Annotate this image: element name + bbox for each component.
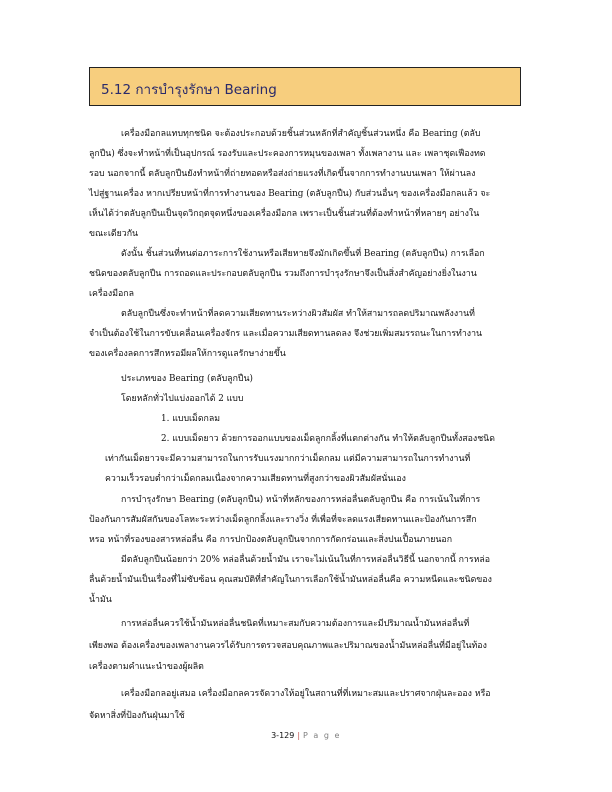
paragraph-line: ลื่นด้วยน้ำมันเป็นเรื่องที่ไม่ซับซ้อน คุณสมบัติที่สำคัญในการเลือกใช้น้ำมันหล่อลื่นคือ ความหนืดและชนิดของ (89, 575, 492, 585)
page-footer (0, 731, 612, 740)
paragraph-line: ขณะเดียวกัน (89, 229, 139, 239)
paragraph-line: เครื่องตามคำแนะนำของผู้ผลิต (89, 662, 204, 672)
paragraph-line: เครื่องมือกล (89, 289, 134, 299)
paragraph-line: ชนิดของตลับลูกปืน การถอดและประกอบตลับลูกปืน รวมถึงการบำรุงรักษาจึงเป็นสิ่งสำคัญอย่างยิ่งในงาน (89, 269, 477, 279)
paragraph-line: จัดหาสิ่งที่ป้องกันฝุ่นมาใช้ (89, 711, 185, 721)
paragraph-line: รอบ นอกจากนี้ ตลับลูกปืนยังทำหน้าที่ถ่ายทอดหรือส่งถ่ายแรงที่เกิดขึ้นจากการทำงานบนเพลา ให้ผ่านลง (89, 169, 476, 179)
paragraph-line: การบำรุงรักษา Bearing (ตลับลูกปืน) หน้าที่หลักของการหล่อลื่นตลับลูกปืน คือ การเน้นในที่การ (121, 495, 481, 505)
paragraph-line: โดยหลักทั่วไปแบ่งออกได้ 2 แบบ (121, 394, 244, 404)
paragraph-line: จำเป็นต้องใช้ในการขับเคลื่อนเครื่องจักร และเมื่อความเสียดทานลดลง จึงช่วยเพิ่มสมรรถนะในการทำงาน (89, 329, 483, 339)
list-item: 2. แบบเม็ดยาว ด้วยการออกแบบของเม็ดลูกกลิ้งที่แตกต่างกัน ทำให้ตลับลูกปืนทั้งสองชนิด (161, 434, 495, 444)
paragraph-line: การหล่อลื่นควรใช้น้ำมันหล่อลื่นชนิดที่เหมาะสมกับความต้องการและมีปริมาณน้ำมันหล่อลื่นที่ (121, 619, 470, 629)
section-header-box (89, 67, 521, 106)
subheading: ประเภทของ Bearing (ตลับลูกปืน) (121, 374, 253, 384)
paragraph-line: เห็นได้ว่าตลับลูกปืนเป็นจุดวิกฤตจุดหนึ่งของเครื่องมือกล เพราะเป็นชิ้นส่วนที่ต้องทำหน้าที่หลายๆ อย่างใน (89, 209, 480, 219)
footer-separator: | (297, 731, 301, 740)
paragraph-line: เพียงพอ ต้องเครื่องของเพลางานควรได้รับการตรวจสอบคุณภาพและปริมาณของน้ำมันหล่อลื่นที่มีอยู่ในท้อง (89, 641, 487, 651)
paragraph-line: ของเครื่องลดการสึกหรอมีผลให้การดูแลรักษาง่ายขึ้น (89, 349, 286, 359)
paragraph-line: เครื่องมือกลอยู่เสมอ เครื่องมือกลควรจัดวางให้อยู่ในสถานที่ที่เหมาะสมและปราศจากฝุ่นละออง หรือ (121, 689, 491, 699)
paragraph-line: หรอ หน้าที่รองของสารหล่อลื่น คือ การปกป้องตลับลูกปืนจากการกัดกร่อนและสิ่งปนเปื้อนภายนอก (89, 535, 453, 545)
paragraph-line: ป้องกันการสัมผัสกันของโลหะระหว่างเม็ดลูกกลิ้งและรางวิ่ง ที่เพื่อที่จะลดแรงเสียดทานและป้องกันการสึก (89, 515, 477, 525)
paragraph-line: เท่ากันเม็ดยาวจะมีความสามารถในการรับแรงมากกว่าเม็ดกลม แต่มีความสามารถในการทำงานที่ (105, 454, 471, 464)
page-number: 3-129 (271, 731, 295, 740)
paragraph-line: ลูกปืน) ซึ่งจะทำหน้าที่เป็นอุปกรณ์ รองรับและประคองการหมุนของเพลา ทั้งเพลางาน และ เพลาชุดเฟืองทด (89, 149, 486, 159)
paragraph-line: น้ำมัน (89, 595, 112, 605)
paragraph-line: เครื่องมือกลแทบทุกชนิด จะต้องประกอบด้วยชิ้นส่วนหลักที่สำคัญชิ้นส่วนหนึ่ง คือ Bearing (ตลับ (121, 129, 481, 139)
list-item: 1. แบบเม็ดกลม (161, 414, 221, 424)
paragraph-line: มีตลับลูกปืนน้อยกว่า 20% หล่อลื่นด้วยน้ำมัน เราจะไม่เน้นในที่การหล่อลื่นวิธีนี้ นอกจากนี้ การหล่อ (121, 555, 491, 565)
paragraph-line: ความเร็วรอบต่ำกว่าเม็ดกลมเนื่องจากความเสียดทานที่สูงกว่าของผิวสัมผัสนั่นเอง (105, 474, 406, 484)
paragraph-line: ดังนั้น ชิ้นส่วนที่ทนต่อภาระการใช้งานหรือเสียหายจึงมักเกิดขึ้นที่ Bearing (ตลับลูกปืน) การเลือก (121, 249, 485, 259)
paragraph-line: ตลับลูกปืนซึ่งจะทำหน้าที่ลดความเสียดทานระหว่างผิวสัมผัส ทำให้สามารถลดปริมาณพลังงานที่ (121, 309, 475, 319)
paragraph-line: ไปสู่ฐานเครื่อง หากเปรียบหน้าที่การทำงานของ Bearing (ตลับลูกปืน) กับส่วนอื่นๆ ของเครื่องมือกลแล้ว จะ (89, 189, 491, 199)
page-label: P a g e (303, 731, 341, 740)
section-title: 5.12 การบำรุงรักษา Bearing (101, 82, 277, 98)
